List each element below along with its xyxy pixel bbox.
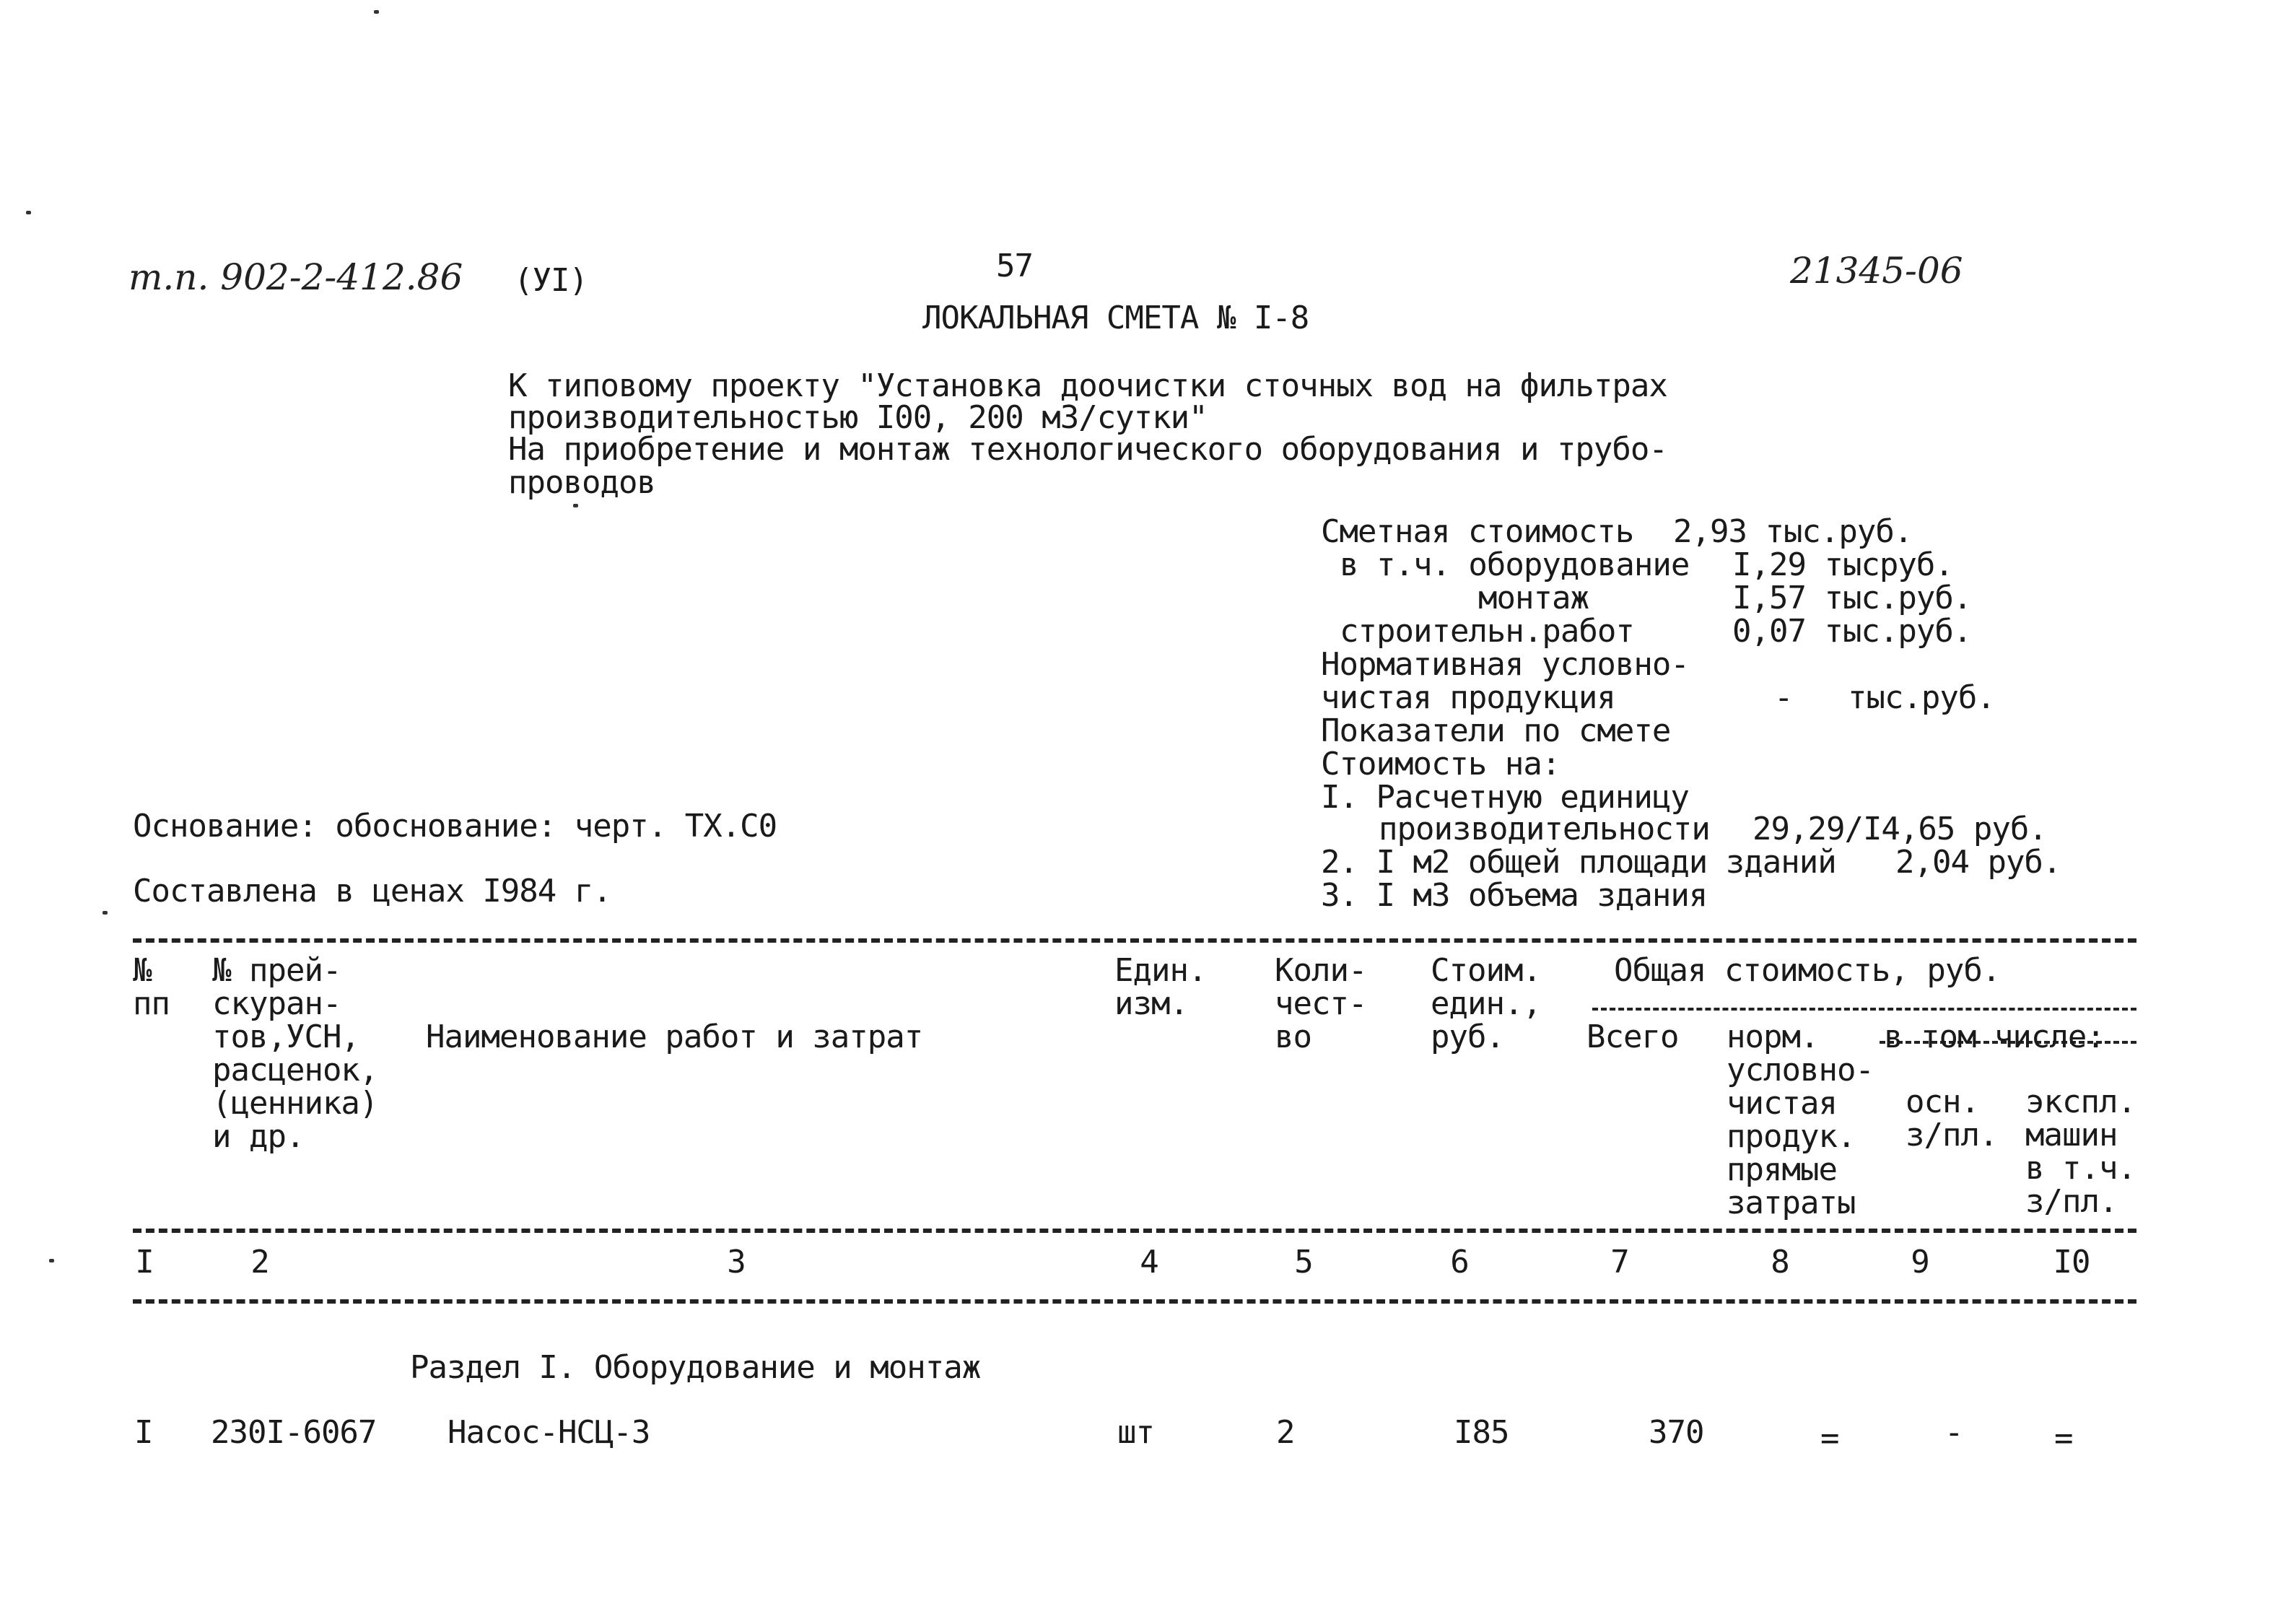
normative-product-label-2: чистая продукция — [1321, 679, 1615, 716]
header-incl-group: в том числе: — [1884, 1018, 2105, 1055]
col-number-6: 6 — [1450, 1244, 1469, 1281]
header-col-work-name: Наименование работ и затрат — [426, 1018, 923, 1055]
project-description-line3: На приобретение и монтаж технологического оборудования и трубо- — [508, 431, 1667, 468]
header-col-pricelist: № прей- скуран- тов,УСН, расценок, (ценника) и др. — [212, 952, 378, 1155]
total-cost-group-rule — [1592, 1008, 2136, 1011]
project-description-line4: проводов — [508, 464, 655, 501]
scan-speck — [49, 1259, 54, 1262]
estimated-cost-label: Сметная стоимость — [1321, 513, 1634, 550]
header-bottom-rule — [133, 1229, 2136, 1233]
row-normative: = — [1820, 1420, 1839, 1457]
row-wage: - — [1944, 1414, 1963, 1451]
scan-speck — [26, 211, 31, 214]
row-work-name: Насос-НСЦ-3 — [448, 1414, 650, 1451]
col-number-5: 5 — [1294, 1244, 1313, 1281]
equipment-cost-value: I,29 тысруб. — [1732, 546, 1953, 583]
indicator-1-label-1: I. Расчетную единицу — [1321, 779, 1689, 816]
header-col-quantity: Коли- чест- во — [1275, 952, 1367, 1055]
section-title: Раздел I. Оборудование и монтаж — [410, 1349, 981, 1386]
document-code-handwritten: т.п. 902-2-412.86 — [128, 256, 463, 298]
indicator-2-value: 2,04 руб. — [1895, 844, 2061, 881]
prices-line: Составлена в ценах I984 г. — [133, 873, 611, 909]
row-machines: = — [2054, 1420, 2073, 1457]
cost-per-label: Стоимость на: — [1321, 746, 1561, 782]
col-number-3: 3 — [727, 1244, 746, 1281]
indicator-3-label: 3. I м3 объема здания — [1321, 877, 1708, 914]
normative-product-label-1: Нормативная условно- — [1321, 646, 1689, 683]
construction-cost-label: строительн.работ — [1340, 613, 1634, 650]
project-description-line1: К типовому проекту "Установка доочистки сточных вод на фильтрах — [508, 367, 1667, 404]
col-numbers-bottom-rule — [133, 1299, 2136, 1304]
row-total: 370 — [1649, 1414, 1704, 1451]
project-description-line2: производительностью I00, 200 м3/сутки" — [508, 399, 1208, 436]
header-total-cost-group: Общая стоимость, руб. — [1614, 952, 2001, 989]
col-number-2: 2 — [250, 1244, 269, 1281]
album-number: (УI) — [514, 262, 588, 299]
header-col-machines: экспл. машин в т.ч. з/пл. — [2025, 1083, 2136, 1220]
header-col-unit-cost: Стоим. един., руб. — [1431, 952, 1541, 1055]
header-col-normative: норм. условно- чистая продук. прямые затраты — [1727, 1018, 1874, 1221]
row-pricelist-code: 230I-6067 — [211, 1414, 377, 1451]
col-number-9: 9 — [1911, 1244, 1929, 1281]
document-title: ЛОКАЛЬНАЯ СМЕТА № I-8 — [922, 300, 1309, 336]
basis-line: Основание: обоснование: черт. ТХ.С0 — [133, 808, 777, 845]
col-number-10: I0 — [2053, 1244, 2090, 1281]
row-unit-cost: I85 — [1454, 1414, 1509, 1451]
row-quantity: 2 — [1276, 1414, 1295, 1451]
indicators-label: Показатели по смете — [1321, 712, 1671, 749]
normative-product-value: - тыс.руб. — [1774, 679, 1995, 716]
construction-cost-value: 0,07 тыс.руб. — [1732, 613, 1972, 650]
indicator-2-label: 2. I м2 общей площади зданий — [1321, 844, 1836, 881]
scan-speck — [573, 504, 578, 507]
header-col-unit: Един. изм. — [1114, 952, 1207, 1022]
row-unit: шт — [1117, 1414, 1154, 1451]
col-number-4: 4 — [1140, 1244, 1158, 1281]
installation-cost-label: монтаж — [1478, 580, 1589, 616]
equipment-cost-label: в т.ч. оборудование — [1340, 546, 1690, 583]
page-number: 57 — [996, 248, 1033, 284]
col-number-8: 8 — [1771, 1244, 1789, 1281]
header-col-wage: осн. з/пл. — [1906, 1083, 1998, 1153]
scan-speck — [374, 10, 379, 14]
indicator-1-value: 29,29/I4,65 руб. — [1752, 811, 2047, 847]
estimated-cost-value: 2,93 тыс.руб. — [1673, 513, 1913, 550]
header-col-number: № пп — [133, 952, 170, 1022]
row-number: I — [134, 1414, 153, 1451]
indicator-1-label-2: производительности — [1379, 811, 1710, 847]
header-col-total: Всего — [1586, 1018, 1679, 1055]
table-top-rule — [133, 938, 2136, 943]
inventory-number-handwritten: 21345-06 — [1790, 250, 1963, 292]
scan-speck — [102, 911, 108, 915]
col-number-7: 7 — [1610, 1244, 1629, 1281]
installation-cost-value: I,57 тыс.руб. — [1732, 580, 1972, 616]
col-number-1: I — [135, 1244, 154, 1281]
